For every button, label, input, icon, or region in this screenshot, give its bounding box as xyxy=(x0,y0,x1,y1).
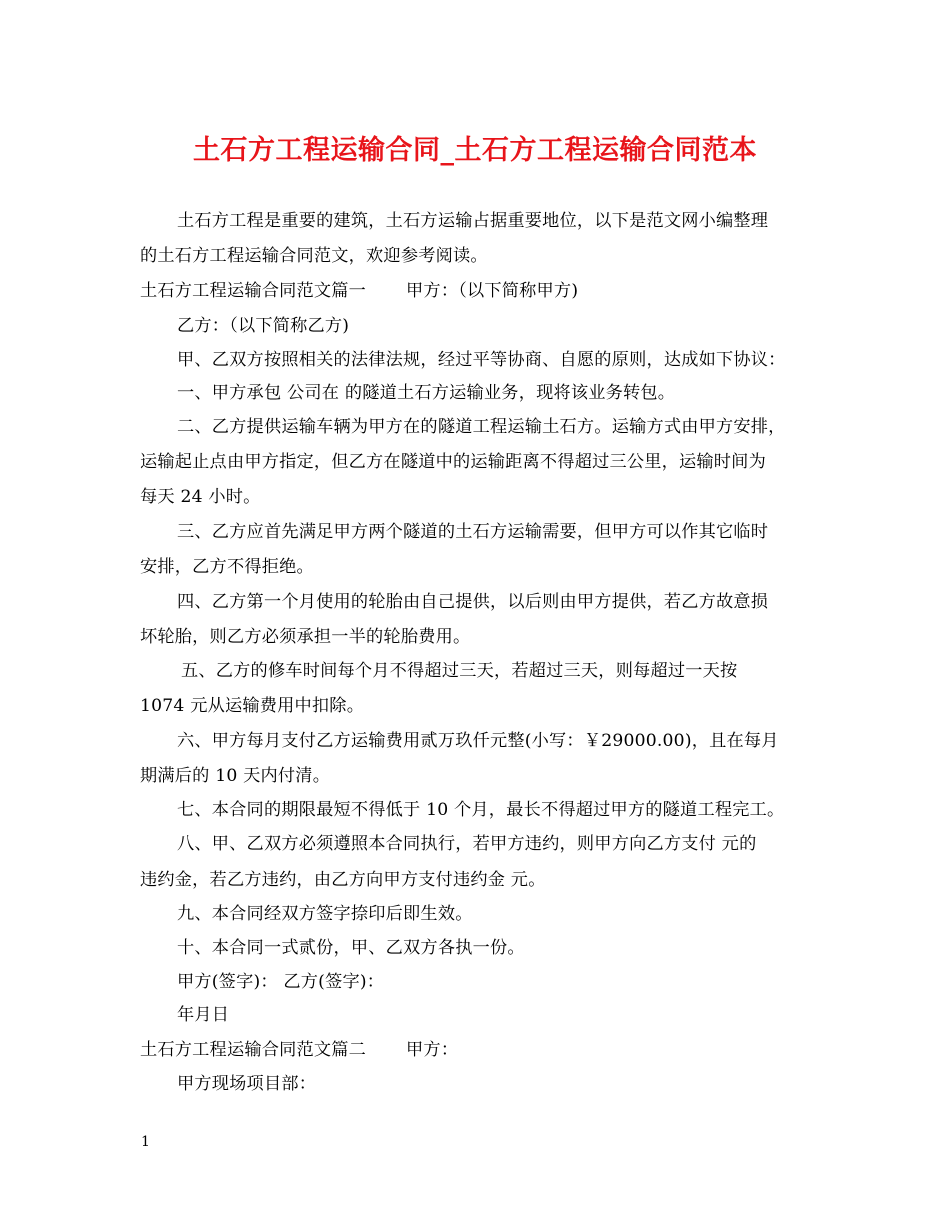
clause-1: 一、甲方承包 公司在 的隧道土石方运输业务，现将该业务转包。 xyxy=(177,383,676,403)
section-1-heading-line xyxy=(140,279,578,303)
clause-8-line-2: 违约金，若乙方违约，由乙方向甲方支付违约金 元。 xyxy=(140,870,546,890)
clause-8-line-1: 八、甲、乙双方必须遵照本合同执行，若甲方违约，则甲方向乙方支付 元的 xyxy=(177,834,757,854)
clause-2-line-1: 二、乙方提供运输车辆为甲方在的隧道工程运输土石方。运输方式由甲方安排， xyxy=(177,417,786,437)
document-title: 土石方工程运输合同_土石方工程运输合同范本 xyxy=(193,135,757,166)
signature-line: 甲方(签字)： 乙方(签字)： xyxy=(177,972,385,992)
section-1-party-a: 甲方：（以下简称甲方) xyxy=(406,281,579,301)
clause-5-line-2: 1074 元从运输费用中扣除。 xyxy=(140,696,365,716)
clause-5-line-1: 五、乙方的修车时间每个月不得超过三天，若超过三天，则每超过一天按 xyxy=(181,661,738,681)
clause-7: 七、本合同的期限最短不得低于 10 个月，最长不得超过甲方的隧道工程完工。 xyxy=(177,800,785,820)
section-2-party-a: 甲方： xyxy=(406,1040,459,1060)
clause-2-line-3: 每天 24 小时。 xyxy=(140,487,261,507)
clause-3-line-1: 三、乙方应首先满足甲方两个隧道的土石方运输需要，但甲方可以作其它临时 xyxy=(177,522,769,542)
page-number: 1 xyxy=(141,1134,150,1150)
clause-2-line-2: 运输起止点由甲方指定，但乙方在隧道中的运输距离不得超过三公里，运输时间为 xyxy=(140,452,766,472)
site-department-line: 甲方现场项目部： xyxy=(177,1074,317,1094)
intro-line-2: 的土石方工程运输合同范文，欢迎参考阅读。 xyxy=(140,246,488,266)
agreement-line: 甲、乙双方按照相关的法律法规，经过平等协商、自愿的原则，达成如下协议： xyxy=(177,350,786,370)
clause-6-line-2: 期满后的 10 天内付清。 xyxy=(140,766,331,786)
clause-10: 十、本合同一式贰份，甲、乙双方各执一份。 xyxy=(177,938,525,958)
clause-4-line-1: 四、乙方第一个月使用的轮胎由自己提供，以后则由甲方提供，若乙方故意损 xyxy=(177,592,769,612)
intro-line-1: 土石方工程是重要的建筑，土石方运输占据重要地位，以下是范文网小编整理 xyxy=(177,211,769,231)
section-2-heading: 土石方工程运输合同范文篇二 xyxy=(140,1040,367,1060)
clause-9: 九、本合同经双方签字捺印后即生效。 xyxy=(177,904,473,924)
clause-3-line-2: 安排，乙方不得拒绝。 xyxy=(140,557,314,577)
section-2-heading-line xyxy=(140,1038,458,1062)
date-line: 年月日 xyxy=(177,1005,230,1025)
clause-4-line-2: 坏轮胎，则乙方必须承担一半的轮胎费用。 xyxy=(140,627,471,647)
clause-6-line-1: 六、甲方每月支付乙方运输费用贰万玖仟元整(小写：￥29000.00)，且在每月 xyxy=(177,731,779,751)
party-b-line: 乙方：（以下简称乙方) xyxy=(177,316,350,336)
section-1-heading: 土石方工程运输合同范文篇一 xyxy=(140,281,367,301)
